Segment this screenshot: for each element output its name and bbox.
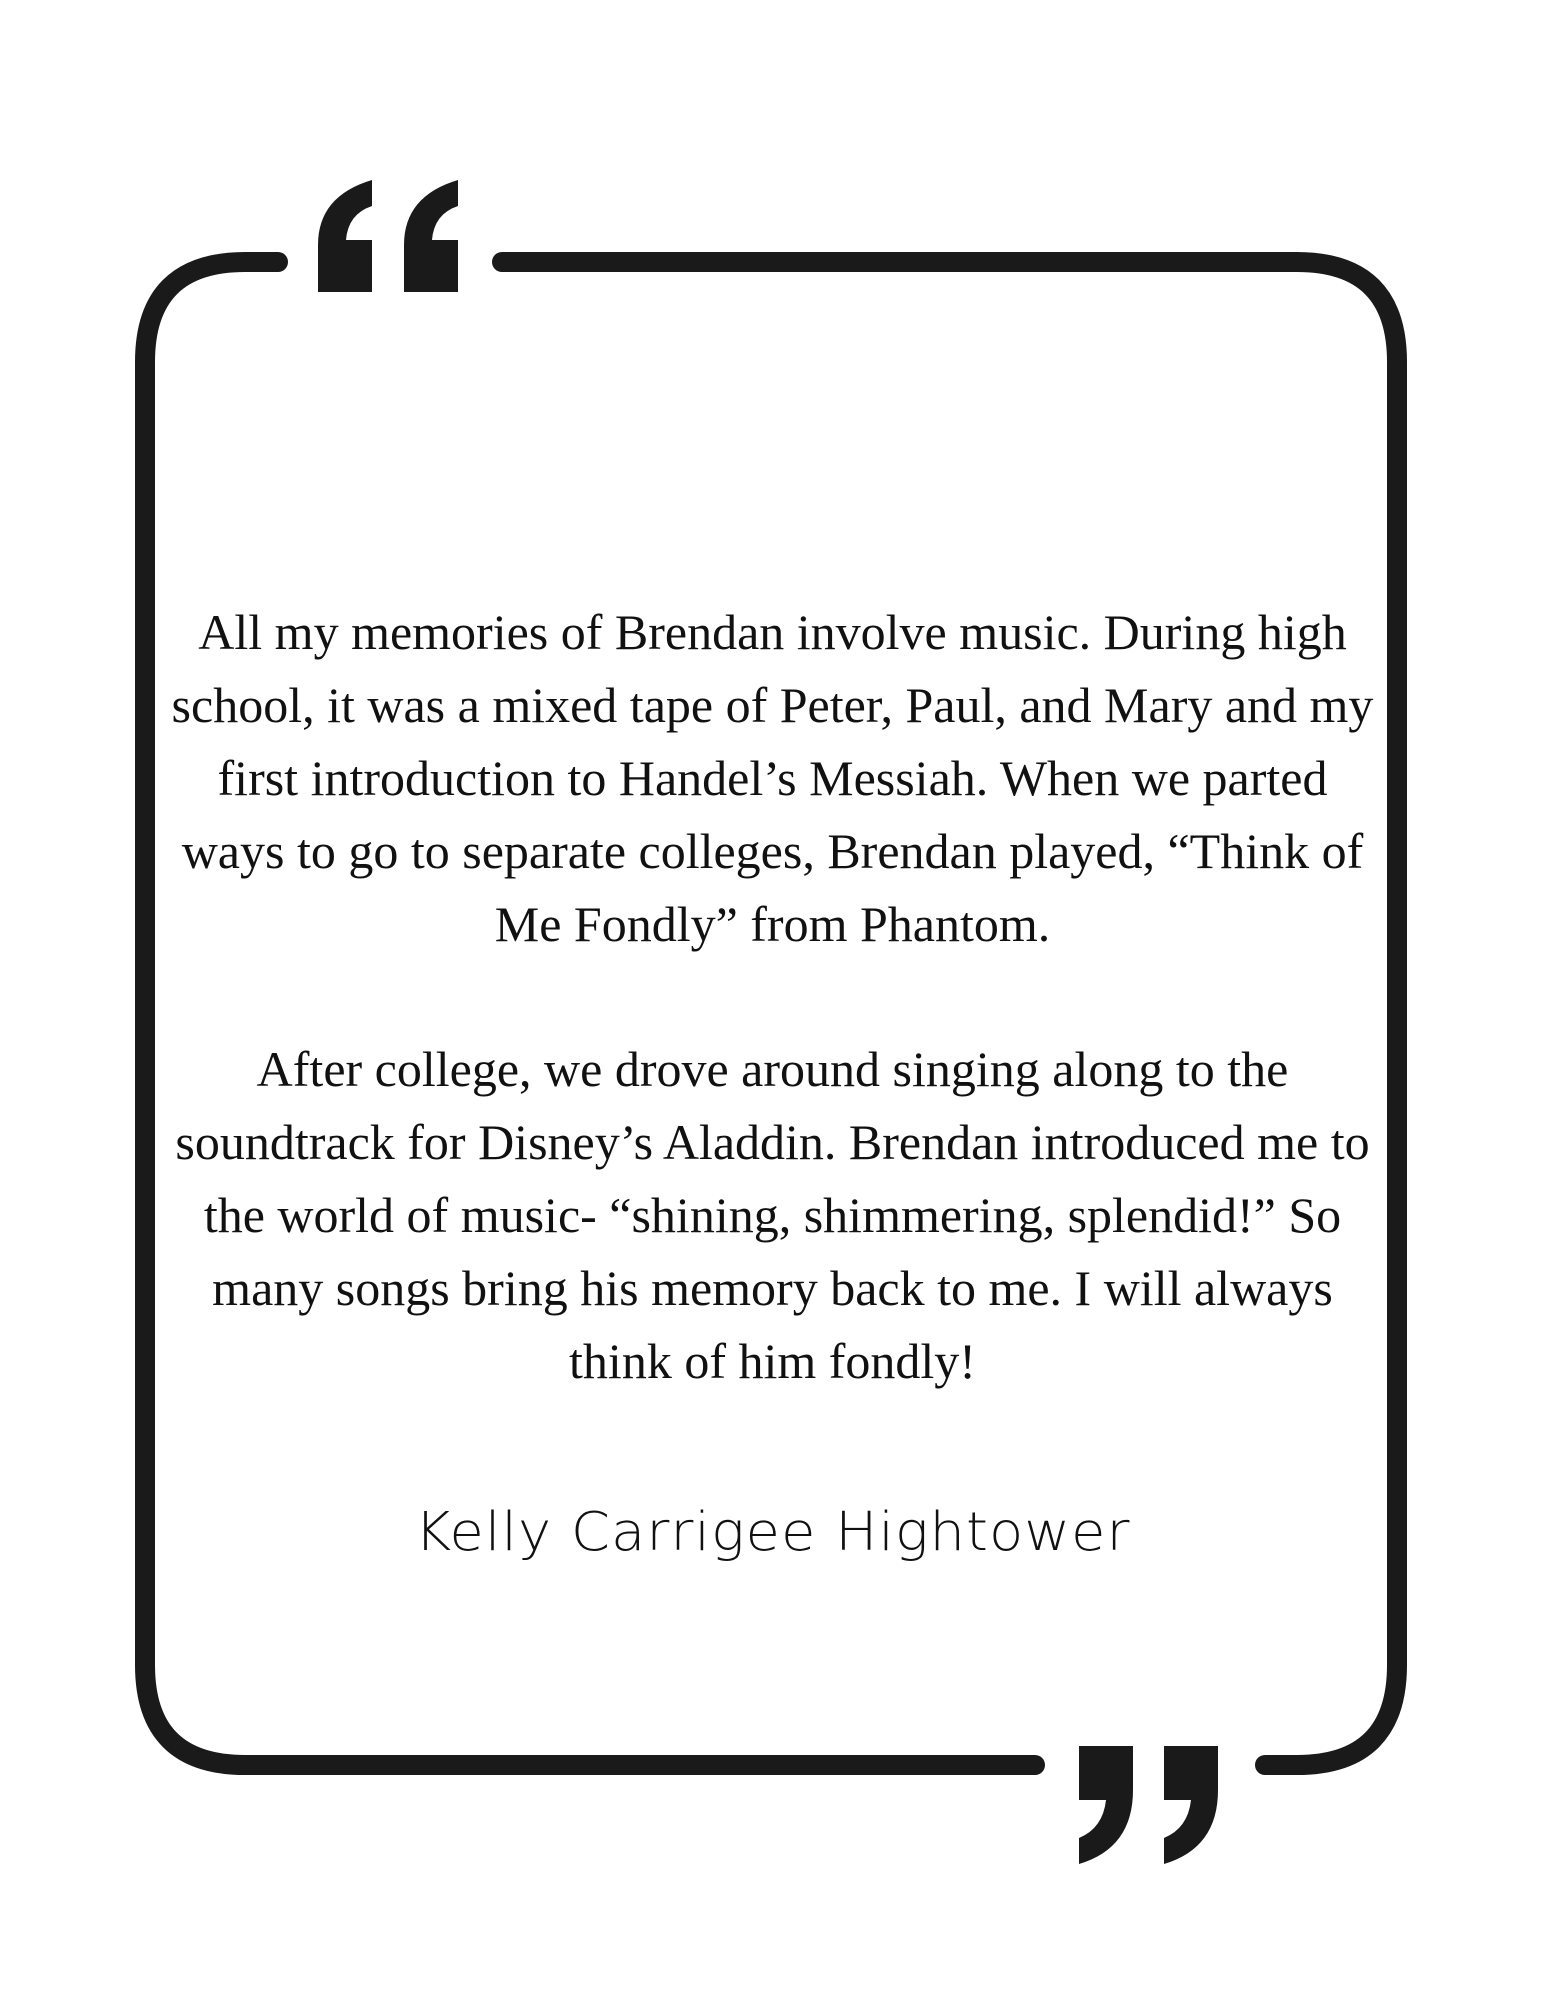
quote-paragraph-1: All my memories of Brendan involve music. During high school, it was a mixed tape of Peter, Paul, and Mary and my first introduction to Handel’s Messiah. When we parted ways to go to separate colleges, Brendan played, “Think of Me Fondly” from Phantom.	[171, 604, 1374, 952]
opening-quote-icon	[318, 180, 458, 292]
author-signature: Kelly Carrigee Hightower	[414, 1501, 1131, 1564]
closing-quote-icon	[1079, 1746, 1218, 1864]
quote-paragraph-2: After college, we drove around singing along to the soundtrack for Disney’s Aladdin. Brendan introduced me to the world of music- “shining, shimmering, splendid!” So many songs bring his memory back to me. I will always think of him fondly!	[175, 1041, 1370, 1389]
